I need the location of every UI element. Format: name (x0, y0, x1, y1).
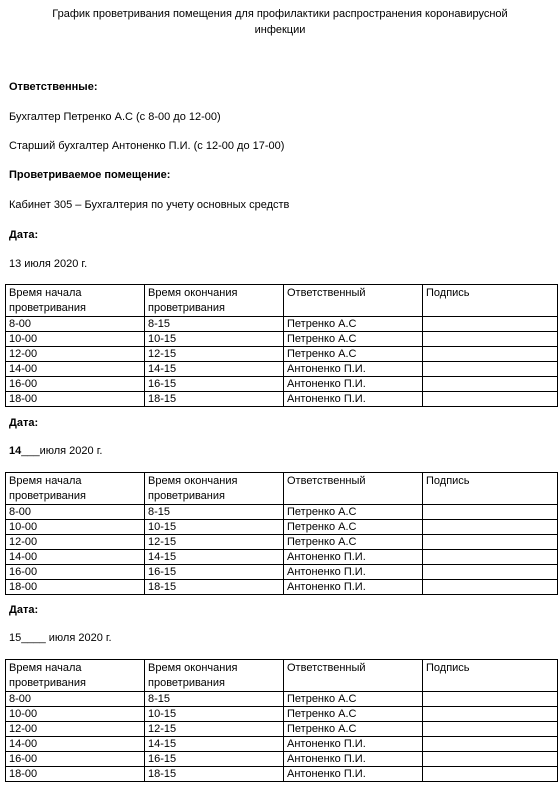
start-time-cell: 12-00 (6, 535, 145, 550)
header-end-time: Время окончания проветривания (145, 473, 284, 505)
ventilation-table-2 (5, 472, 558, 595)
start-time-cell: 16-00 (6, 377, 145, 392)
header-responsible: Ответственный (284, 660, 423, 692)
end-time-cell: 12-15 (145, 722, 284, 737)
end-time-cell: 8-15 (145, 692, 284, 707)
signature-cell[interactable] (423, 550, 558, 565)
table-row (6, 737, 558, 752)
start-time-cell: 18-00 (6, 580, 145, 595)
table-header-row (6, 473, 558, 505)
start-time-cell: 12-00 (6, 347, 145, 362)
responsible-cell: Петренко А.С (284, 505, 423, 520)
date-line-2 (9, 444, 102, 458)
responsible-cell: Антоненко П.И. (284, 752, 423, 767)
end-time-cell: 8-15 (145, 505, 284, 520)
end-time-cell: 12-15 (145, 535, 284, 550)
header-signature: Подпись (423, 660, 558, 692)
responsible-cell: Антоненко П.И. (284, 737, 423, 752)
document-title: График проветривания помещения для профилактики распространения коронавирусной инфекции (52, 8, 508, 36)
signature-cell[interactable] (423, 332, 558, 347)
responsible-cell: Антоненко П.И. (284, 362, 423, 377)
start-time-cell: 14-00 (6, 362, 145, 377)
header-end-time: Время окончания проветривания (145, 660, 284, 692)
ventilation-table-3 (5, 659, 558, 782)
header-end-time: Время окончания проветривания (145, 285, 284, 317)
start-time-cell: 12-00 (6, 722, 145, 737)
signature-cell[interactable] (423, 535, 558, 550)
start-time-cell: 16-00 (6, 565, 145, 580)
signature-cell[interactable] (423, 752, 558, 767)
table-row (6, 332, 558, 347)
start-time-cell: 8-00 (6, 505, 145, 520)
end-time-cell: 12-15 (145, 347, 284, 362)
table-row (6, 692, 558, 707)
date-text: 13 июля 2020 г. (9, 258, 88, 270)
ventilation-table-1 (5, 284, 558, 407)
signature-cell[interactable] (423, 565, 558, 580)
start-time-cell: 14-00 (6, 550, 145, 565)
header-signature: Подпись (423, 285, 558, 317)
end-time-cell: 10-15 (145, 707, 284, 722)
responsible-cell: Антоненко П.И. (284, 767, 423, 782)
table-row (6, 317, 558, 332)
start-time-cell: 18-00 (6, 767, 145, 782)
end-time-cell: 16-15 (145, 565, 284, 580)
signature-cell[interactable] (423, 767, 558, 782)
signature-cell[interactable] (423, 377, 558, 392)
signature-cell[interactable] (423, 580, 558, 595)
room-heading: Проветриваемое помещение: (9, 169, 171, 181)
responsible-cell: Антоненко П.И. (284, 565, 423, 580)
table-row (6, 550, 558, 565)
end-time-cell: 18-15 (145, 767, 284, 782)
signature-cell[interactable] (423, 722, 558, 737)
signature-cell[interactable] (423, 317, 558, 332)
signature-cell[interactable] (423, 692, 558, 707)
date-line-1 (9, 257, 87, 271)
responsible-cell: Петренко А.С (284, 332, 423, 347)
start-time-cell: 16-00 (6, 752, 145, 767)
end-time-cell: 10-15 (145, 332, 284, 347)
responsible-cell: Антоненко П.И. (284, 392, 423, 407)
responsible-cell: Петренко А.С (284, 317, 423, 332)
start-time-cell: 10-00 (6, 707, 145, 722)
table-row (6, 535, 558, 550)
signature-cell[interactable] (423, 362, 558, 377)
date-prefix: 14 (9, 445, 22, 457)
start-time-cell: 14-00 (6, 737, 145, 752)
table-header-row (6, 660, 558, 692)
start-time-cell: 10-00 (6, 520, 145, 535)
responsible-heading: Ответственные: (9, 81, 98, 93)
table-row (6, 580, 558, 595)
table-row (6, 752, 558, 767)
date-text: ___июля 2020 г. (21, 445, 103, 457)
date-heading-2: Дата: (9, 417, 39, 429)
responsible-cell: Петренко А.С (284, 722, 423, 737)
end-time-cell: 14-15 (145, 550, 284, 565)
end-time-cell: 18-15 (145, 580, 284, 595)
start-time-cell: 10-00 (6, 332, 145, 347)
end-time-cell: 16-15 (145, 377, 284, 392)
header-responsible: Ответственный (284, 285, 423, 317)
responsible-cell: Петренко А.С (284, 347, 423, 362)
table-row (6, 377, 558, 392)
header-responsible: Ответственный (284, 473, 423, 505)
date-text: 15____ июля 2020 г. (9, 632, 112, 644)
start-time-cell: 8-00 (6, 692, 145, 707)
table-row (6, 767, 558, 782)
start-time-cell: 8-00 (6, 317, 145, 332)
end-time-cell: 16-15 (145, 752, 284, 767)
date-line-3 (9, 631, 112, 645)
table-row (6, 362, 558, 377)
date-heading-3: Дата: (9, 604, 39, 616)
date-heading-1: Дата: (9, 229, 39, 241)
signature-cell[interactable] (423, 707, 558, 722)
end-time-cell: 18-15 (145, 392, 284, 407)
signature-cell[interactable] (423, 347, 558, 362)
header-signature: Подпись (423, 473, 558, 505)
table-header-row (6, 285, 558, 317)
signature-cell[interactable] (423, 392, 558, 407)
responsible-cell: Петренко А.С (284, 520, 423, 535)
table-row (6, 505, 558, 520)
responsible-cell: Петренко А.С (284, 692, 423, 707)
start-time-cell: 18-00 (6, 392, 145, 407)
responsible-line-2: Старший бухгалтер Антоненко П.И. (с 12-00 до 17-00) (9, 140, 285, 152)
end-time-cell: 14-15 (145, 362, 284, 377)
end-time-cell: 10-15 (145, 520, 284, 535)
table-row (6, 707, 558, 722)
table-row (6, 520, 558, 535)
responsible-cell: Петренко А.С (284, 707, 423, 722)
table-row (6, 722, 558, 737)
responsible-cell: Антоненко П.И. (284, 580, 423, 595)
header-start-time: Время начала проветривания (6, 660, 145, 692)
signature-cell[interactable] (423, 505, 558, 520)
table-row (6, 565, 558, 580)
responsible-line-1: Бухгалтер Петренко А.С (с 8-00 до 12-00) (9, 111, 221, 123)
header-start-time: Время начала проветривания (6, 473, 145, 505)
table-row (6, 392, 558, 407)
responsible-cell: Петренко А.С (284, 535, 423, 550)
signature-cell[interactable] (423, 737, 558, 752)
end-time-cell: 14-15 (145, 737, 284, 752)
end-time-cell: 8-15 (145, 317, 284, 332)
responsible-cell: Антоненко П.И. (284, 377, 423, 392)
signature-cell[interactable] (423, 520, 558, 535)
responsible-cell: Антоненко П.И. (284, 550, 423, 565)
table-row (6, 347, 558, 362)
header-start-time: Время начала проветривания (6, 285, 145, 317)
room-line: Кабинет 305 – Бухгалтерия по учету основных средств (9, 199, 290, 211)
